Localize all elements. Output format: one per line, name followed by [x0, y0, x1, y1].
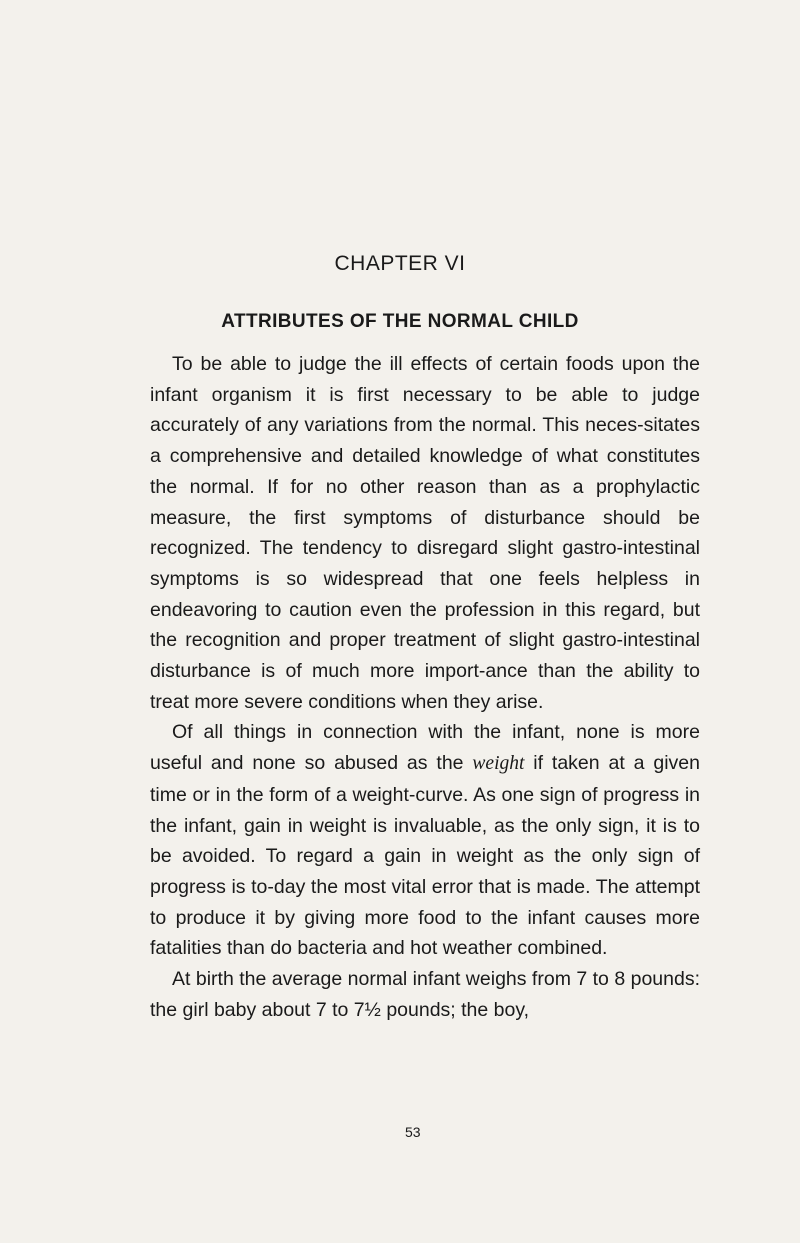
paragraph-2 — [150, 717, 700, 964]
body-text — [150, 349, 700, 1025]
chapter-number: CHAPTER VI — [334, 252, 466, 275]
paragraph-1: To be able to judge the ill effects of certain foods upon the infant organism it is first necessary to be able to judge accurately of any variations from the normal. This neces-sitates a comprehensive and detailed knowledge of what constitutes the normal. If for no other reason than as a prophylactic measure, the first symptoms of disturbance should be recognized. The tendency to disregard slight gastro-intestinal symptoms is so widespread that one feels helpless in endeavoring to caution even the profession in this regard, but the recognition and proper treatment of slight gastro-intestinal disturbance is of much more import-ance than the ability to treat more severe conditions when they arise. — [150, 353, 700, 713]
chapter-title: ATTRIBUTES OF THE NORMAL CHILD — [221, 311, 579, 332]
paragraph-2-text-end: if taken at a given time or in the form of a weight-curve. As one sign of progress in the infant, gain in weight is invaluable, as the only sign, it is to be avoided. To regard a gain in weight as the only sign of progress is to-day the most vital error that is made. The attempt to produce it by giving more food to the infant causes more fatalities than do bacteria and hot weather combined. — [150, 752, 700, 960]
emphasized-word-weight: weight — [472, 753, 525, 775]
paragraph-3: At birth the average normal infant weighs from 7 to 8 pounds: the girl baby about 7 to 7½ pounds; the boy, — [150, 968, 700, 1021]
page-number: 53 — [405, 1124, 421, 1140]
paragraph-2-text-start: Of all things in connection with the infant, none is more useful and none so abused as the — [150, 721, 700, 775]
